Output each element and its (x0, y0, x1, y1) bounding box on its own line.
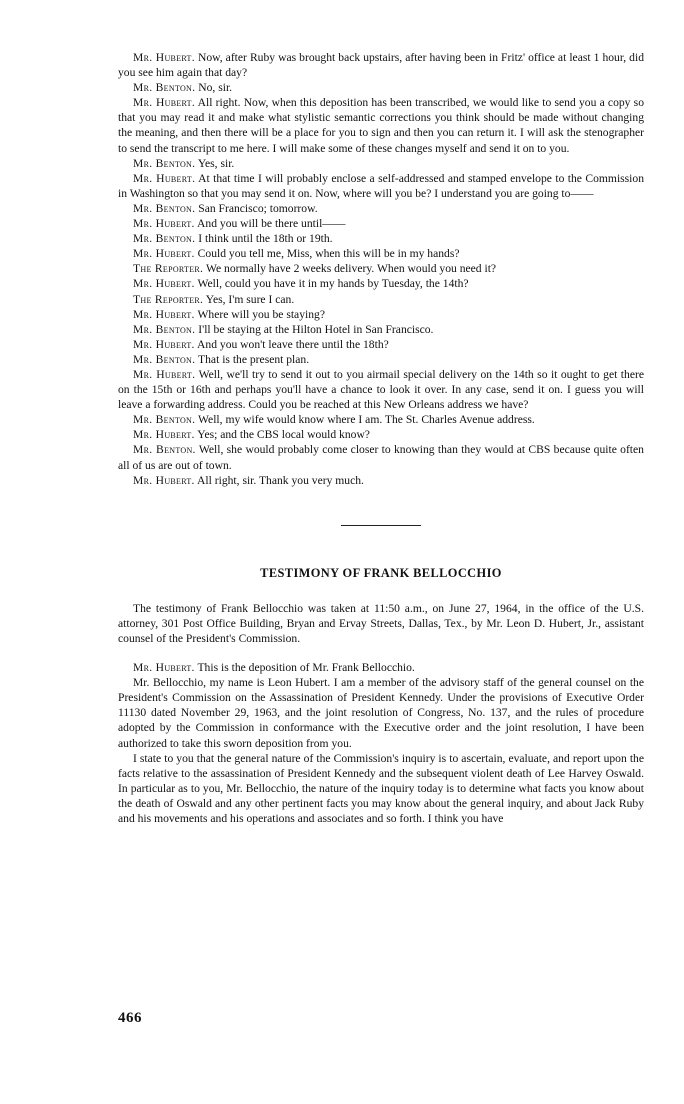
line-text: All right, sir. Thank you very much. (197, 473, 364, 487)
speaker-label: Mr. Hubert. (133, 473, 195, 487)
speaker-label: Mr. Hubert. (133, 171, 196, 185)
line-text: Well, we'll try to send it out to you airmail special delivery on the 14th so it ought to get there on the 15th or 16th and perhaps you'll have a chance to look it over. In any case, send it on. I guess you will leave a forwarding address. Could you be reached at this New Orleans address we have? (118, 367, 644, 412)
line-text: And you will be there until—— (197, 217, 346, 231)
speaker-label: Mr. Hubert. (133, 428, 195, 442)
line-text: Yes, sir. (197, 156, 235, 170)
line-text: Mr. Bellocchio, my name is Leon Hubert. I am a member of the advisory staff of the general counsel on the President's Commission on the Assassination of President Kennedy. Under the provisions of Executive Order 11130 dated November 29, 1963, and the joint resolution of Congress, No. 137, and the rules of procedure adopted by the Commission in conformance with the Executive order and the joint resolution, I have been authorized to take this sworn deposition from you. (118, 676, 644, 750)
line-text: Well, she would probably come closer to knowing than they would at CBS because quite often all of us are out of town. (118, 443, 644, 472)
speaker-label: Mr. Benton. (133, 352, 196, 366)
transcript-line (118, 171, 644, 201)
transcript-line (118, 367, 644, 412)
bottom-transcript (118, 660, 644, 826)
speaker-label: Mr. Benton. (133, 81, 196, 95)
line-text: Could you tell me, Miss, when this will be in my hands? (197, 247, 460, 261)
line-text: San Francisco; tomorrow. (198, 201, 318, 215)
transcript-line (118, 156, 644, 171)
line-text: Now, after Ruby was brought back upstairs, after having been in Fritz' office at least 1 hour, did you see him again that day? (118, 51, 644, 80)
transcript-line (118, 322, 644, 337)
transcript-line (118, 675, 644, 750)
transcript-line (118, 751, 644, 826)
transcript-line (118, 276, 644, 291)
line-text: No, sir. (198, 81, 233, 95)
line-text: Where will you be staying? (197, 307, 325, 321)
line-text: I'll be staying at the Hilton Hotel in San Francisco. (198, 322, 434, 336)
line-text: Yes, I'm sure I can. (205, 292, 295, 306)
transcript-line (118, 352, 644, 367)
transcript-line (118, 80, 644, 95)
speaker-label: Mr. Benton. (133, 443, 196, 457)
line-text: And you won't leave there until the 18th? (197, 337, 389, 351)
speaker-label: Mr. Hubert. (133, 307, 195, 321)
line-text: I think until the 18th or 19th. (198, 232, 333, 246)
speaker-label: Mr. Benton. (133, 413, 196, 427)
speaker-label: The Reporter. (133, 262, 204, 276)
transcript-line (118, 473, 644, 488)
speaker-label: Mr. Hubert. (133, 367, 196, 381)
testimony-intro: The testimony of Frank Bellocchio was taken at 11:50 a.m., on June 27, 1964, in the office of the U.S. attorney, 301 Post Office Building, Bryan and Ervay Streets, Dallas, Tex., by Mr. Leon D. Hubert, Jr., assistant counsel of the President's Commission. (118, 601, 644, 645)
speaker-label: Mr. Benton. (133, 232, 196, 246)
speaker-label: Mr. Hubert. (133, 217, 195, 231)
top-transcript (118, 50, 644, 488)
spacer (118, 646, 644, 660)
transcript-line (118, 246, 644, 261)
speaker-label: Mr. Benton. (133, 322, 196, 336)
line-text: I state to you that the general nature of the Commission's inquiry is to ascertain, evaluate, and report upon the facts relative to the assassination of President Kennedy and the subsequent violent death of Lee Harvey Oswald. In particular as to you, Mr. Bellocchio, the nature of the inquiry today is to determine what facts you know about the death of Oswald and any other pertinent facts you may know about the general inquiry, and about Jack Ruby and his movements and his operations and associates and so forth. I think you have (118, 751, 644, 826)
line-text: That is the present plan. (198, 352, 310, 366)
transcript-line (118, 216, 644, 231)
line-text: We normally have 2 weeks delivery. When would you need it? (205, 262, 497, 276)
speaker-label: Mr. Benton. (133, 156, 196, 170)
transcript-line (118, 292, 644, 307)
transcript-line (118, 201, 644, 216)
transcript-line (118, 95, 644, 155)
speaker-label: Mr. Hubert. (133, 51, 195, 64)
line-text: Yes; and the CBS local would know? (197, 428, 370, 442)
section-title: TESTIMONY OF FRANK BELLOCCHIO (260, 565, 502, 580)
transcript-line (118, 660, 644, 675)
line-text: This is the deposition of Mr. Frank Bellocchio. (197, 661, 415, 675)
speaker-label: Mr. Hubert. (133, 247, 195, 261)
line-text: Well, my wife would know where I am. The St. Charles Avenue address. (198, 413, 535, 427)
transcript-line (118, 337, 644, 352)
speaker-label: Mr. Hubert. (133, 661, 195, 675)
transcript-line (118, 261, 644, 276)
transcript-line (118, 412, 644, 427)
speaker-label: Mr. Hubert. (133, 337, 195, 351)
transcript-line (118, 307, 644, 322)
speaker-label: Mr. Benton. (133, 201, 196, 215)
line-text: At that time I will probably enclose a self-addressed and stamped envelope to the Commission in Washington so that you may send it on. Now, where will you be? I understand you are going to—— (118, 171, 645, 200)
section-divider (341, 525, 421, 526)
document-page (118, 50, 644, 826)
transcript-line (118, 50, 644, 80)
speaker-label: Mr. Hubert. (133, 96, 196, 110)
transcript-line (118, 231, 644, 246)
transcript-line (118, 427, 644, 442)
transcript-line (118, 442, 644, 472)
line-text: All right. Now, when this deposition has been transcribed, we would like to send you a copy so that you may read it and make what stylistic semantic corrections you think should be made without changing the meaning, and then there will be a place for you to sign and then you can return it. I will ask the stenographer to send the transcript to me here. I will make some of these changes myself and send it on to you. (118, 96, 644, 155)
page-number: 466 (118, 1010, 142, 1026)
line-text: Well, could you have it in my hands by Tuesday, the 14th? (197, 277, 469, 291)
speaker-label: The Reporter. (133, 292, 204, 306)
speaker-label: Mr. Hubert. (133, 277, 195, 291)
